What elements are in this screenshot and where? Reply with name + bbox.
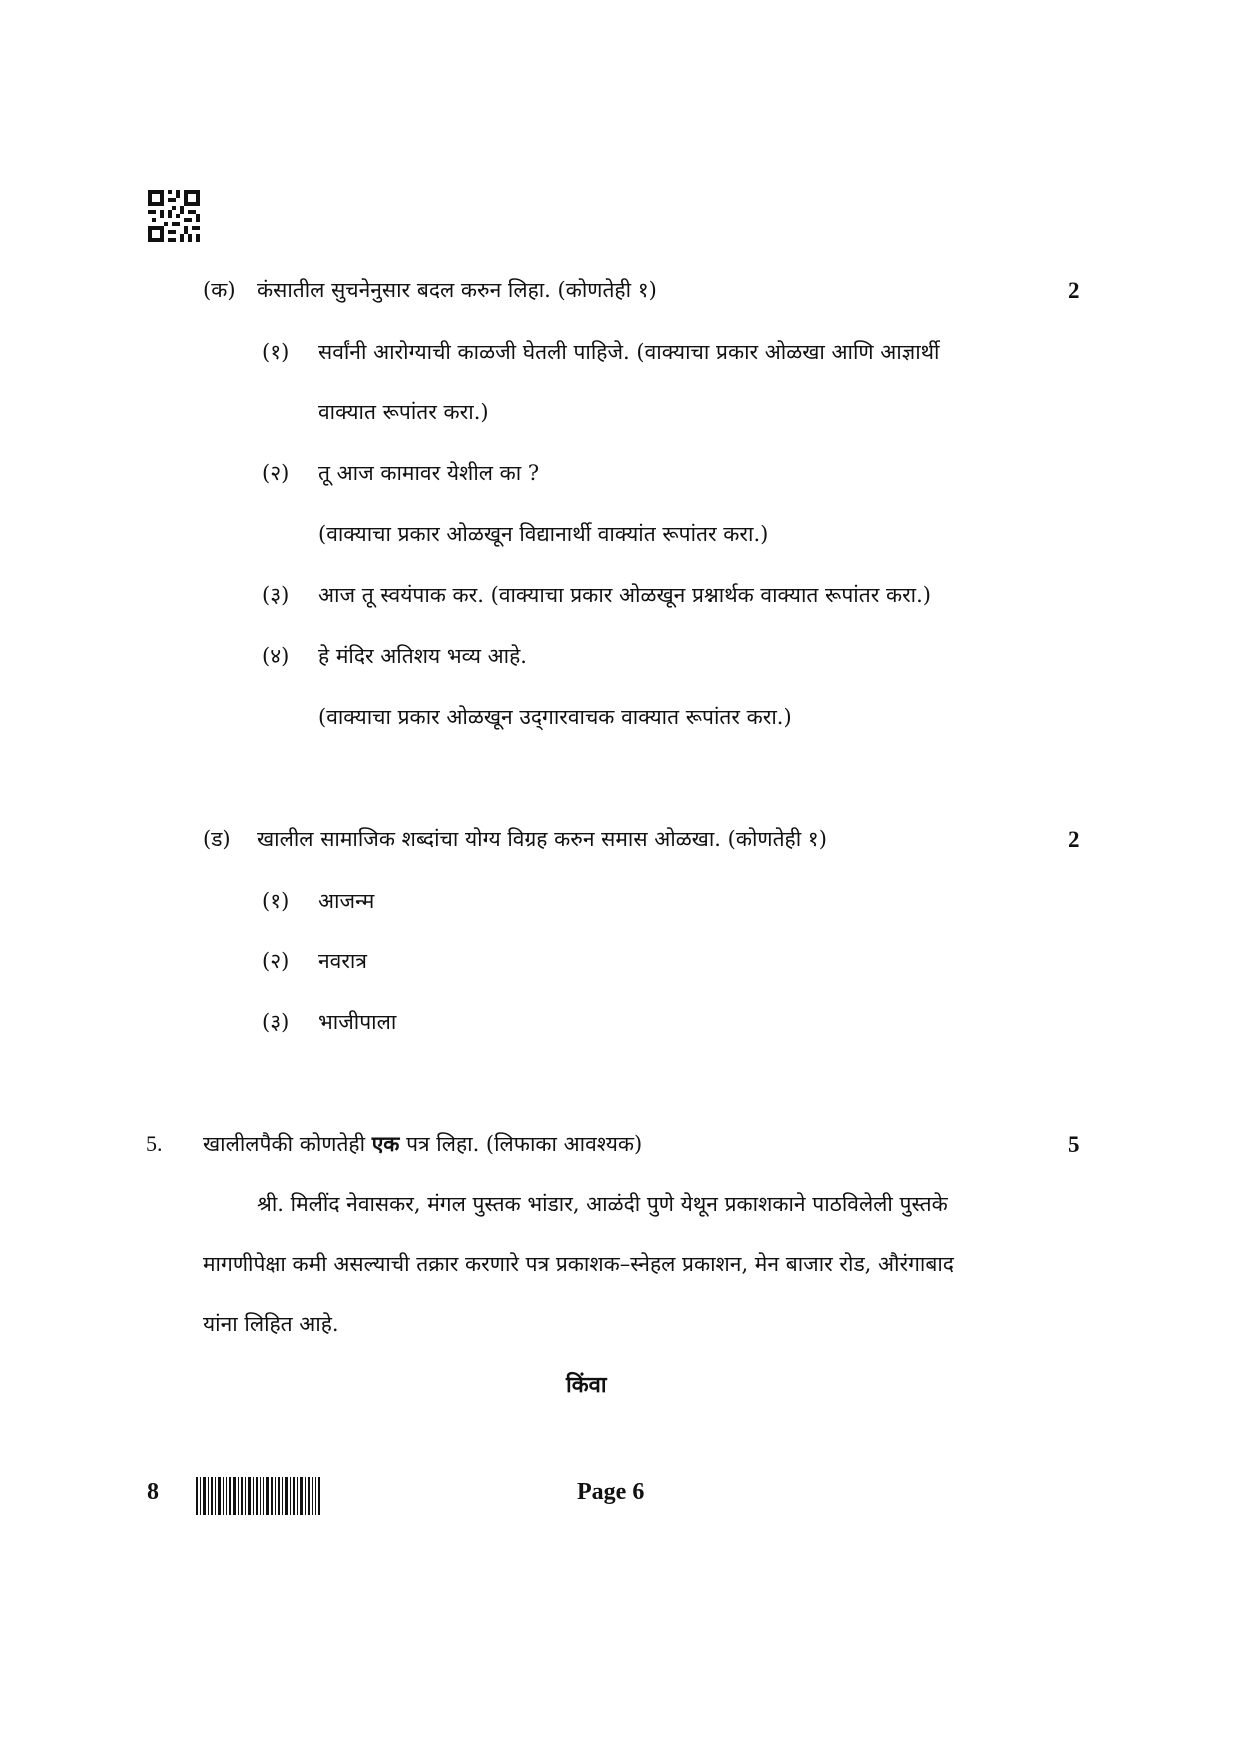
barcode xyxy=(196,1477,320,1515)
item-text-continuation: वाक्यात रूपांतर करा.) xyxy=(318,400,489,424)
item-text: हे मंदिर अतिशय भव्य आहे. xyxy=(318,644,527,668)
footer-code: 8 xyxy=(147,1479,159,1505)
item-number: (२) xyxy=(262,461,290,485)
question-heading-post: पत्र लिहा. (लिफाका आवश्यक) xyxy=(399,1132,643,1156)
item-text: तू आज कामावर येशील का ? xyxy=(318,461,540,485)
section-d-marks: 2 xyxy=(1068,827,1080,852)
item-text-continuation: (वाक्याचा प्रकार ओळखून उद्‌गारवाचक वाक्यात रूपांतर करा.) xyxy=(318,705,792,729)
page-number: Page 6 xyxy=(577,1479,645,1505)
question-paragraph-line: यांना लिहित आहे. xyxy=(203,1312,339,1336)
section-k-heading: कंसातील सुचनेनुसार बदल करुन लिहा. (कोणतेही १) xyxy=(257,278,657,302)
question-heading-pre: खालीलपैकी कोणतेही xyxy=(203,1132,372,1156)
section-d-heading: खालील सामाजिक शब्दांचा योग्य विग्रह करुन समास ओळखा. (कोणतेही १) xyxy=(257,827,827,851)
item-number: (१) xyxy=(262,340,290,364)
question-number: 5. xyxy=(146,1131,163,1156)
section-k-label: (क) xyxy=(203,278,236,302)
qr-code xyxy=(148,190,200,242)
item-text: भाजीपाला xyxy=(318,1010,397,1034)
item-number: (३) xyxy=(262,583,290,607)
question-paragraph-line: श्री. मिलींद नेवासकर, मंगल पुस्तक भांडार, आळंदी पुणे येथून प्रकाशकाने पाठविलेली पुस्तके xyxy=(257,1192,948,1216)
item-text-continuation: (वाक्याचा प्रकार ओळखून विद्यानार्थी वाक्यांत रूपांतर करा.) xyxy=(318,522,769,546)
question-heading-emphasis: एक xyxy=(371,1131,400,1156)
item-number: (३) xyxy=(262,1010,290,1034)
section-k-marks: 2 xyxy=(1068,278,1080,303)
item-number: (२) xyxy=(262,949,290,973)
section-d-label: (ड) xyxy=(203,827,231,851)
or-divider-text: किंवा xyxy=(566,1372,607,1398)
question-heading xyxy=(203,1130,642,1158)
item-text: नवरात्र xyxy=(318,949,367,973)
question-marks: 5 xyxy=(1068,1132,1080,1157)
item-number: (१) xyxy=(262,889,290,913)
item-text: आज तू स्वयंपाक कर. (वाक्याचा प्रकार ओळखून प्रश्नार्थक वाक्यात रूपांतर करा.) xyxy=(318,583,931,607)
item-text: आजन्म xyxy=(318,889,375,913)
item-number: (४) xyxy=(262,644,290,668)
item-text: सर्वांनी आरोग्याची काळजी घेतली पाहिजे. (वाक्याचा प्रकार ओळखा आणि आज्ञार्थी xyxy=(318,340,940,364)
question-paragraph-line: मागणीपेक्षा कमी असल्याची तक्रार करणारे पत्र प्रकाशक–स्नेहल प्रकाशन, मेन बाजार रोड, औरंगाबाद xyxy=(203,1252,954,1276)
